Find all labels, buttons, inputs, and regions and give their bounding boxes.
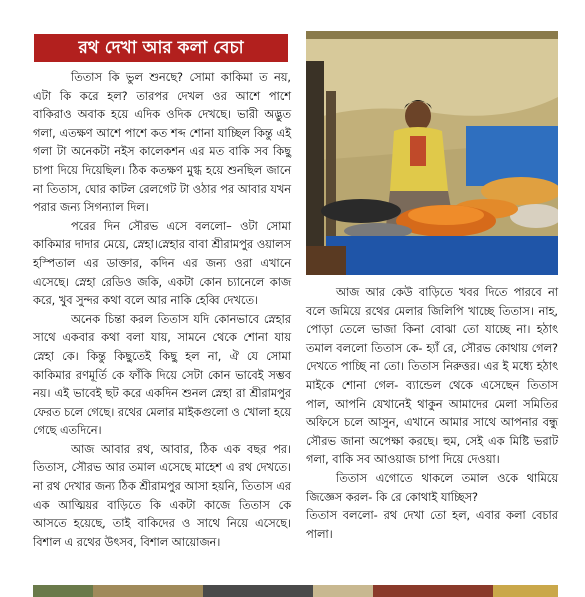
paragraph: অনেক চিন্তা করল তিতাস যদি কোনভাবে স্নেহার সাথে একবার কথা বলা যায়, সামনে থেকে শোনা যায় স্নেহা কে। কিন্তু কিছুতেই কিছু হল না, ঐ যে সোমা কাকিমার রণমূর্তি কে ফাঁকি দিয়ে সেটা কোন ভাবেই সম্ভব নয়। এই ভাবেই ছট করে একদিন শুনল স্নেহা রা শ্রীরামপুর ফেরত চলে গেছে। রথের মেলার মাইকগুলো ও খোলা হয়ে গেছে এতদিনে। bbox=[33, 312, 291, 438]
paragraph: পরের দিন সৌরভ এসে বললো– ওটা সোমা কাকিমার দাদার মেয়ে, স্নেহা।স্নেহার বাবা শ্রীরামপুর ওয়ালস হস্পিতাল এর ডাক্তার, কদিন এর জন্য ওরা এখানে এসেছে। স্নেহা রেডিও জকি, একটা কোন চ্যানেলে কাজ করে, খুব সুন্দর কথা বলে আর নাকি হেব্বি দেখতে। bbox=[33, 219, 291, 308]
bottom-photo-strip bbox=[33, 585, 558, 597]
paragraph: আজ আবার রথ, আবার, ঠিক এক বছর পর। তিতাস, সৌরভ আর তমাল এসেছে মাহেশ এ রথ দেখতে। না রথ দেখার জন্য ঠিক শ্রীরামপুর আসা হয়নি, তিতাস এর এক আত্মিয়র বাড়িতে কি একটা কাজে তিতাস কে আসতে হয়েছে, তাই বাকিদের ও সাথে নিয়ে এসেছে। বিশাল এ রথের উৎসব, বিশাল আয়োজন। bbox=[33, 442, 291, 549]
left-column bbox=[33, 69, 291, 552]
right-column bbox=[306, 284, 558, 544]
paragraph: আজ আর কেউ বাড়িতে খবর দিতে পারবে না বলে জমিয়ে রথের মেলার জিলিপি খাচ্ছে তিতাস। নাহ, পোড়া তেলে ভাজা কিনা বোঝা তো যাচ্ছে না। হঠাৎ তমাল বললো তিতাস কে- হ্যাঁ রে, সৌরভ কোথায় গেল? দেখতে পাচ্ছি না তো। তিতাস নিরুত্তর। এর ই মধ্যে হঠাৎ মাইকে শোনা গেল- ব্যান্ডেল থেকে এসেছেন তিতাস পাল, আপনি যেখানেই থাকুন আমাদের মেলা সমিতির অফিসে চলে আসুন, এখানে আমার সাথে আপনার বন্ধু সৌরভ জানা অপেক্ষা করছে। হুম, সেই এক মিষ্টি ভরাট গলা, বাকি সব আওয়াজ চাপা দিয়ে দেওয়া। bbox=[306, 286, 558, 467]
paragraph: তিতাস বললো- রথ দেখা তো হল, এবার কলা বেচার পালা। bbox=[306, 509, 558, 541]
article-title: রথ দেখা আর কলা বেচা bbox=[34, 34, 288, 62]
paragraph: তিতাস এগোতে থাকলে তমাল ওকে থামিয়ে জিজ্ঞেস করল- কি রে কোথাই যাচ্ছিস? bbox=[306, 471, 558, 504]
jalebi-vendor-photo bbox=[306, 31, 558, 275]
paragraph: তিতাস কি ভুল শুনছে? সোমা কাকিমা ত নয়, এটা কি করে হল? তারপর দেখল ওর আশে পাশে বাকিরাও অবাক হয়ে এদিক ওদিক দেখছে। ভারী অদ্ভুত গলা, এতক্ষণ আশে পাশে কত শব্দ শোনা যাচ্ছিল কিন্তু এই গলা টা অনেকটা নইস কালেকশন এর মত বাকি সব কিছু চাপা দিয়ে দিয়েছিল। ঠিক কতক্ষণ মুগ্ধ হয়ে শুনছিল জানে না তিতাস, ঘোর কাটল রেলগেট টা ওঠার পর আবার যখন পরার জন্য সিগন্যাল দিল। bbox=[33, 71, 291, 215]
